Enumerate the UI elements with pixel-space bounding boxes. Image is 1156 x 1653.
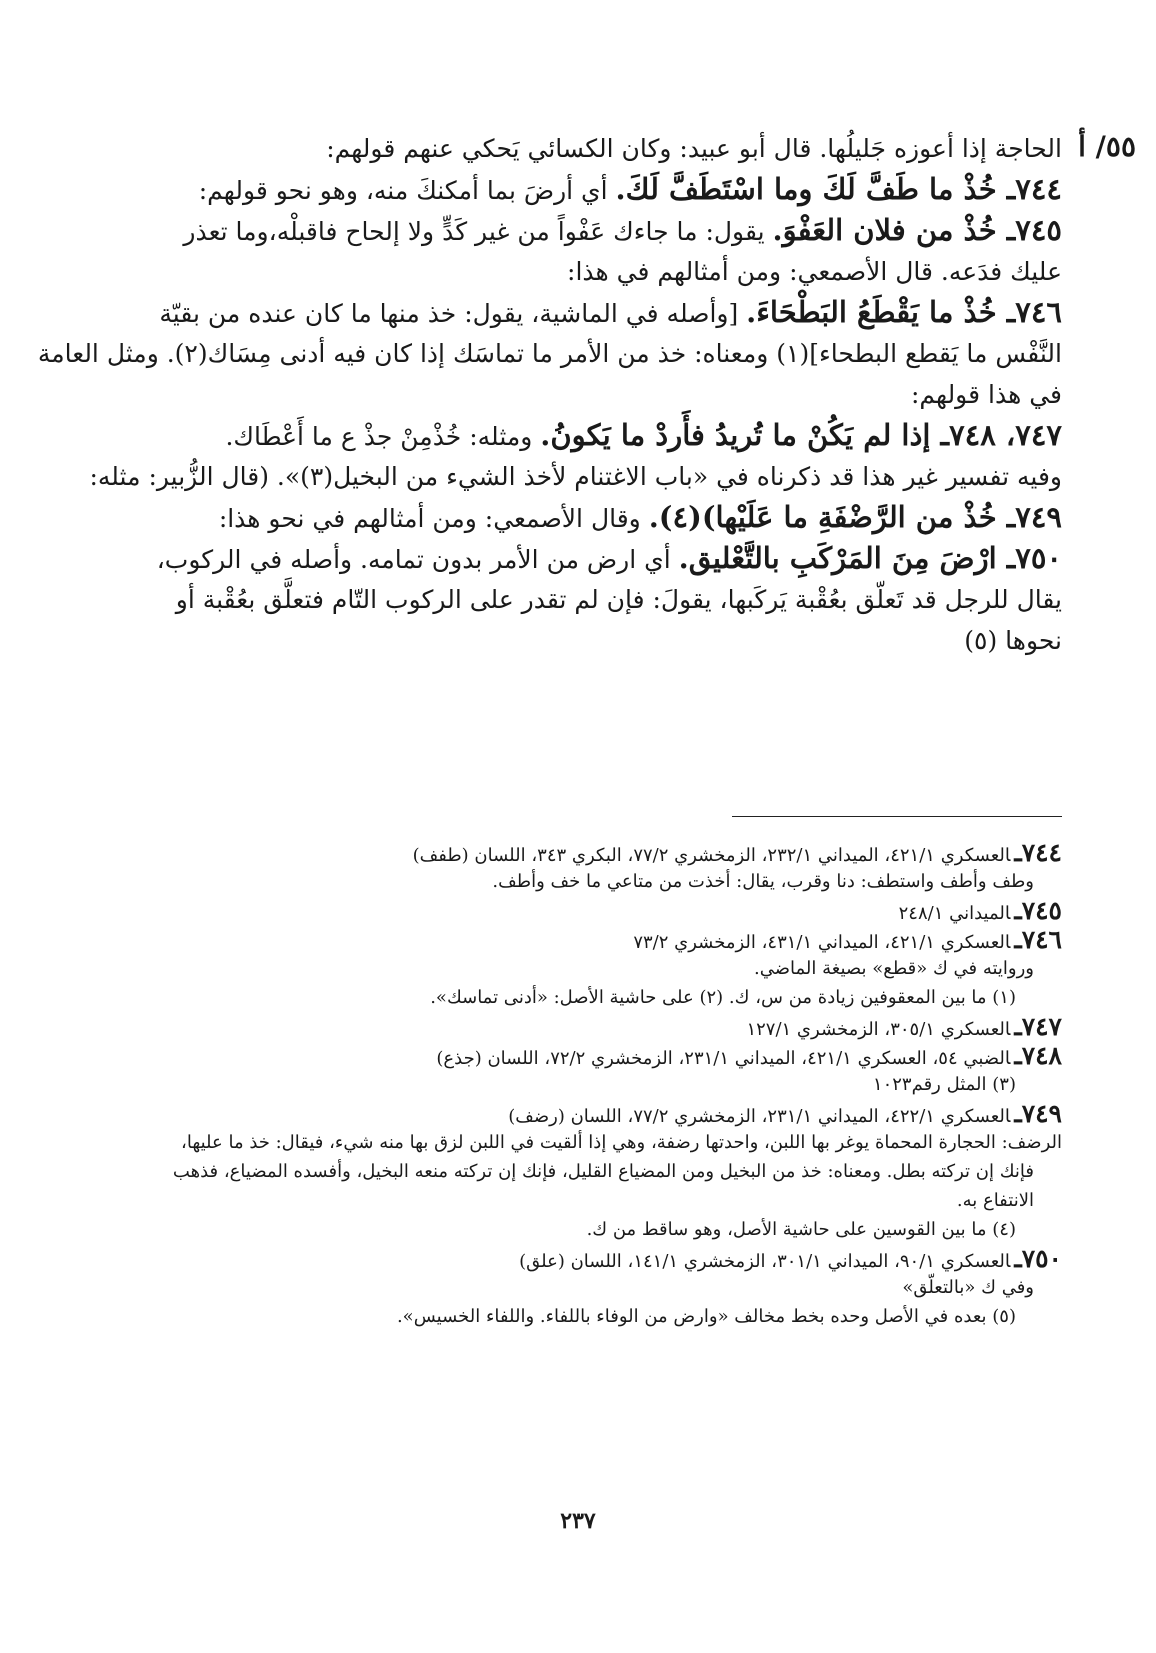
- margin-folio-reference: ٥٥/ أ: [1078, 130, 1136, 163]
- footnotes-section: [62, 838, 1062, 1331]
- footnote-text: العسكري ٩٠/١، الميداني ٣٠١/١، الزمخشري ١٤١/١، اللسان (علق): [519, 1251, 1011, 1272]
- proverb-heading: ٧٤٧، ٧٤٨ـ إذا لم يَكُنْ ما تُريدُ فأَردْ ما يَكونُ.: [540, 418, 1062, 452]
- line-text: أي أرضَ بما أمكنكَ منه، وهو نحو قولهم:: [198, 176, 616, 205]
- footnote-text: وطف وأطف واستطف: دنا وقرب، يقال: أخذت من متاعي ما خف وأطف.: [492, 871, 1034, 892]
- footnote-number: ٧٤٦ـ: [1014, 925, 1062, 954]
- line-text: ومثله: خُذْمِنْ جذْ ع ما أَعْطَاك.: [225, 422, 541, 451]
- footnote-divider: [732, 816, 1062, 817]
- footnote-text: العسكري ٤٢١/١، الميداني ٤٣١/١، الزمخشري ٧٣/٢: [633, 932, 1011, 953]
- line-text: أي ارض من الأمر بدون تمامه. وأصله في الركوب،: [156, 545, 679, 574]
- line-text: الحاجة إذا أعوزه جَليلُها. قال أبو عبيد: وكان الكسائي يَحكي عنهم قولهم:: [326, 134, 1062, 163]
- main-text-body: [37, 128, 1062, 661]
- footnote-line: [62, 1099, 1062, 1128]
- proverb-heading: ٧٤٥ـ خُذْ من فلان العَفْوَ.: [772, 213, 1062, 247]
- text-line: [62, 169, 1062, 210]
- footnote-line: [62, 1128, 1062, 1157]
- footnote-line: [62, 1041, 1062, 1070]
- proverb-heading: ٧٥٠ـ ارْضَ مِنَ المَرْكَبِ بالتَّعْليق.: [678, 541, 1062, 575]
- footnote-text: وروايته في ك «قطع» بصيغة الماضي.: [754, 958, 1034, 979]
- text-line: [62, 128, 1062, 169]
- text-line: [62, 210, 1062, 251]
- line-text: وقال الأصمعي: ومن أمثالهم في نحو هذا:: [218, 504, 649, 533]
- footnote-line: [62, 896, 1062, 925]
- footnote-text: (٣) المثل رقم١٠٢٣: [872, 1074, 1016, 1095]
- footnote-line: [62, 1244, 1062, 1273]
- text-line: [62, 251, 1062, 292]
- footnote-line: [62, 1070, 1062, 1099]
- text-line: [62, 620, 1062, 661]
- footnote-line: [62, 954, 1062, 983]
- footnote-text: (١) ما بين المعقوفين زيادة من س، ك. (٢) على حاشية الأصل: «أدنى تماسك».: [430, 987, 1016, 1008]
- footnote-text: الضبي ٥٤، العسكري ٤٢١/١، الميداني ٢٣١/١، الزمخشري ٧٢/٢، اللسان (جذع): [436, 1048, 1011, 1069]
- footnote-text: (٥) بعده في الأصل وحده بخط مخالف «وارض من الوفاء باللفاء. واللفاء الخسيس».: [396, 1306, 1016, 1327]
- footnote-line: [62, 1186, 1062, 1215]
- line-text: يقال للرجل قد تَعلّق بعُقْبة يَركَبها، يقولَ: فإن لم تقدر على الركوب التّام فتعلَّق بعُقْبة أو: [175, 585, 1062, 614]
- footnote-number: ٧٤٨ـ: [1014, 1041, 1062, 1070]
- footnote-line: [62, 1302, 1062, 1331]
- footnote-line: [62, 867, 1062, 896]
- footnote-number: ٧٤٩ـ: [1014, 1099, 1062, 1128]
- text-line: [62, 374, 1062, 415]
- text-line: [62, 456, 1062, 497]
- footnote-line: [62, 983, 1062, 1012]
- footnote-text: (٤) ما بين القوسين على حاشية الأصل، وهو ساقط من ك.: [586, 1219, 1016, 1240]
- footnote-text: الرضف: الحجارة المحماة يوغر بها اللبن، واحدتها رضفة، وهي إذا ألقيت في اللبن لزق بها منه شيء، فيقال: خذ ما عليها،: [181, 1132, 1062, 1153]
- proverb-heading: ٧٤٦ـ خُذْ ما يَقْطَعُ البَطْحَاءَ.: [746, 295, 1062, 329]
- text-line: [62, 579, 1062, 620]
- footnote-line: [62, 1273, 1062, 1302]
- footnote-text: فإنك إن تركته بطل. ومعناه: خذ من البخيل ومن المضياع القليل، فإنك إن تركته منعه البخيل، وأفسده المضياع، فذهب: [172, 1161, 1034, 1182]
- text-line: [62, 415, 1062, 456]
- footnote-number: ٧٤٧ـ: [1014, 1012, 1062, 1041]
- footnote-text: العسكري ٤٢٢/١، الميداني ٢٣١/١، الزمخشري ٧٧/٢، اللسان (رضف): [508, 1106, 1011, 1127]
- footnote-text: الميداني ٢٤٨/١: [898, 903, 1011, 924]
- text-line: [62, 292, 1062, 333]
- footnote-text: الانتفاع به.: [956, 1190, 1034, 1211]
- line-text: عليك فدَعه. قال الأصمعي: ومن أمثالهم في هذا:: [567, 257, 1062, 286]
- line-text: [وأصله في الماشية، يقول: خذ منها ما كان عنده من بقيّة: [159, 299, 747, 328]
- footnote-text: العسكري ٤٢١/١، الميداني ٢٣٢/١، الزمخشري ٧٧/٢، البكري ٣٤٣، اللسان (طفف): [412, 845, 1011, 866]
- line-text: في هذا قولهم:: [910, 380, 1062, 409]
- text-line: [37, 333, 1062, 374]
- line-text: نحوها (٥): [964, 626, 1062, 655]
- footnote-number: ٧٤٥ـ: [1014, 896, 1062, 925]
- footnote-line: [62, 1157, 1062, 1186]
- line-text: وفيه تفسير غير هذا قد ذكرناه في «باب الاغتنام لأخذ الشيء من البخيل(٣)». (قال الزُّبير: مثله:: [89, 462, 1062, 491]
- footnote-line: [62, 1215, 1062, 1244]
- footnote-text: وفي ك «بالتعلّق»: [902, 1277, 1034, 1298]
- footnote-number: ٧٤٤ـ: [1014, 838, 1062, 867]
- footnote-text: العسكري ٣٠٥/١، الزمخشري ١٢٧/١: [746, 1019, 1011, 1040]
- line-text: النَّفْس ما يَقطع البطحاء](١) ومعناه: خذ من الأمر ما تماسَك إذا كان فيه أدنى مِسَاك(٢). ومثل العامة: [37, 339, 1062, 368]
- line-text: يقول: ما جاءك عَفْواً من غير كَدٍّ ولا إلحاح فاقبلْه،وما تعذر: [183, 217, 773, 246]
- footnote-line: [62, 1012, 1062, 1041]
- page-number: ٢٣٧: [560, 1508, 596, 1534]
- footnote-line: [62, 838, 1062, 867]
- proverb-heading: ٧٤٩ـ خُذْ من الرَّضْفَةِ ما عَلَيْها)(٤).: [648, 500, 1062, 534]
- text-line: [62, 538, 1062, 579]
- footnote-line: [62, 925, 1062, 954]
- footnote-number: ٧٥٠ـ: [1014, 1244, 1062, 1273]
- proverb-heading: ٧٤٤ـ خُذْ ما طَفَّ لَكَ وما اسْتَطَفَّ لَكَ.: [615, 172, 1062, 206]
- text-line: [62, 497, 1062, 538]
